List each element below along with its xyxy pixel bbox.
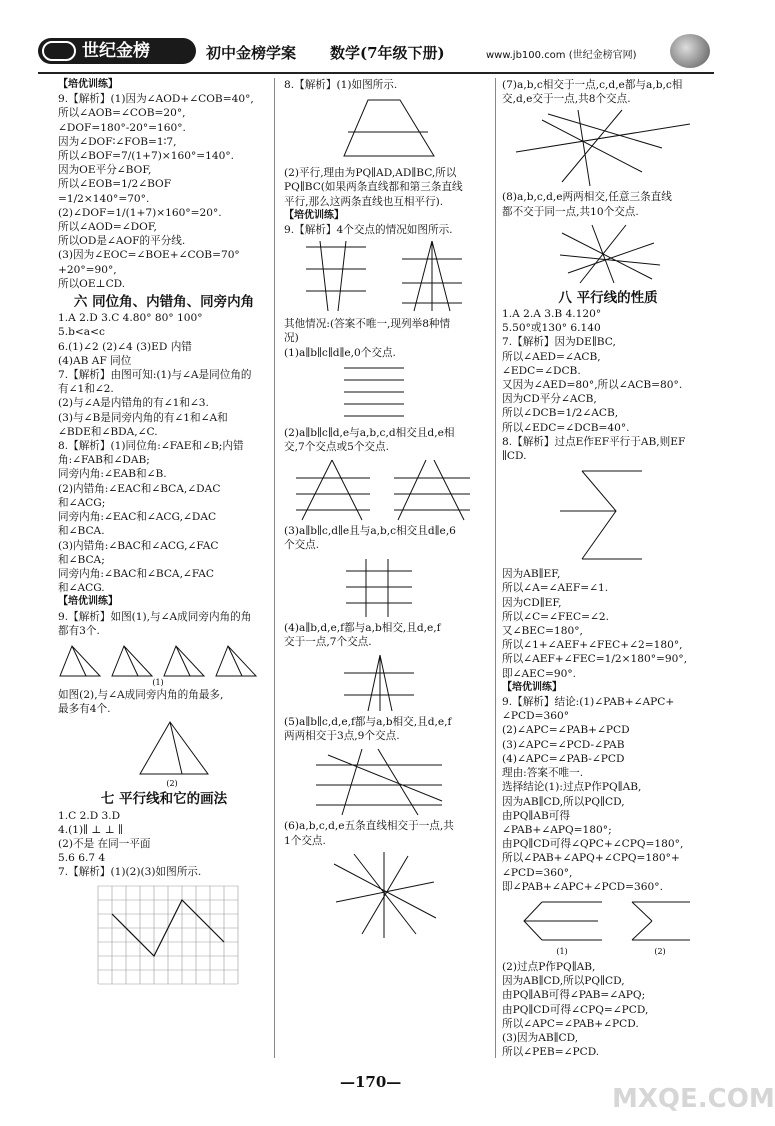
text-line: (4)a∥b,d,e,f都与a,b相交,且d,e,f <box>284 621 441 634</box>
header-rule <box>38 72 714 74</box>
figure-case-2 <box>284 456 484 522</box>
text-line: 所以∠EOB=1/2∠BOF <box>58 178 172 191</box>
text-line: 如图(2),与∠A成同旁内角的角最多, <box>58 688 224 701</box>
text-line: 况) <box>284 332 299 345</box>
figure-parallel-lines <box>284 362 484 424</box>
text-line: 【培优训练】 <box>58 596 118 608</box>
text-line: ∠BDE和∠BDA,∠C. <box>58 425 158 438</box>
figure-four-intersections <box>284 239 484 315</box>
text-line: 6.(1)∠2 (2)∠4 (3)ED 内错 <box>58 340 192 353</box>
text-line: ∠EDC=∠DCB. <box>502 364 581 377</box>
text-line: (2)a∥b∥c∥d,e与a,b,c,d相交且d,e相 <box>284 426 455 439</box>
figure-case-4 <box>284 651 484 713</box>
text-line: (1)a∥b∥c∥d∥e,0个交点. <box>284 346 396 359</box>
text-line: 所以OE⊥CD. <box>58 277 126 290</box>
text-line: (3)因为∠EOC=∠BOE+∠COB=70° <box>58 249 240 262</box>
brand-logo: 世纪金榜 <box>38 38 196 64</box>
answer-column-1 <box>58 78 270 988</box>
text-line: 8.【解析】过点E作EF平行于AB,则EF <box>502 435 686 448</box>
text-line: 所以∠1+∠AEF+∠FEC+∠2=180°, <box>502 639 683 652</box>
text-line: 其他情况:(答案不唯一,现列举8种情 <box>284 318 451 331</box>
text-line: 5.50°或130° 6.140 <box>502 322 601 335</box>
text-line: 和∠BCA. <box>58 525 105 538</box>
text-line: 1个交点. <box>284 834 326 847</box>
text-line: =1/2×140°=70°. <box>58 192 150 205</box>
text-line: 和∠ACG. <box>58 582 105 595</box>
text-line: 理由:答案不唯一. <box>502 767 584 780</box>
text-line: 同旁内角:∠BAC和∠BCA,∠FAC <box>58 567 214 580</box>
figure-triangles-1 <box>58 640 263 686</box>
text-line: 9.【解析】4个交点的情况如图所示. <box>284 224 453 237</box>
text-line: 7.【解析】由图可知:(1)与∠A是同位角的 <box>58 369 252 382</box>
text-line: 5.6 6.7 4 <box>58 852 106 865</box>
text-line: +20°=90°, <box>58 263 117 276</box>
text-line: 交,7个交点或5个交点. <box>284 441 389 454</box>
text-line: 又因为∠AED=80°,所以∠ACB=80°. <box>502 379 683 392</box>
text-line: 因为AB∥CD,所以PQ∥CD, <box>502 975 625 988</box>
text-line: 因为CD平分∠ACB, <box>502 393 597 406</box>
text-line: (4)∠APC=∠PAB-∠PCD <box>502 752 625 765</box>
text-line: (7)a,b,c相交于一点,c,d,e都与a,b,c相 <box>502 79 683 91</box>
text-line: (6)a,b,c,d,e五条直线相交于一点,共 <box>284 820 454 833</box>
text-line: 由PQ∥CD可得∠QPC+∠CPQ=180°, <box>502 838 684 851</box>
column-divider <box>495 78 496 1058</box>
text-line: 因为∠DOF∶∠FOB=1∶7, <box>58 135 177 148</box>
text-line: 8.【解析】(1)如图所示. <box>284 79 398 91</box>
text-line: 都有3个. <box>58 624 100 637</box>
text-line: 所以∠AOD=∠DOF, <box>58 221 157 234</box>
text-line: (2)∠DOF=1/(1+7)×160°=20°. <box>58 206 222 219</box>
text-line: 即∠PAB+∠APC+∠PCD=360°. <box>502 880 663 893</box>
text-line: 因为OE平分∠BOF, <box>58 164 152 177</box>
text-line: 因为AB∥EF, <box>502 568 561 581</box>
text-line: 1.C 2.D 3.D <box>58 809 121 822</box>
text-line: 个交点. <box>284 539 320 552</box>
text-line: (2)不是 在同一平面 <box>58 837 151 850</box>
figure-five-lines-one-point <box>284 850 484 940</box>
text-line: 交于一点,7个交点. <box>284 635 372 648</box>
text-line: 所以∠DCB=1/2∠ACB, <box>502 407 619 420</box>
text-line: (3)与∠B是同旁内角的有∠1和∠A和 <box>58 411 228 424</box>
text-line: 所以∠PAB+∠APQ+∠CPQ=180°+ <box>502 852 680 865</box>
logo-badge-icon <box>42 41 76 61</box>
text-line: 选择结论(1):过点P作PQ∥AB, <box>502 781 642 794</box>
text-line: 8.【解析】(1)同位角:∠FAE和∠B;内错 <box>58 440 244 453</box>
text-line: 【培优训练】 <box>502 681 562 693</box>
text-line: 由PQ∥CD可得∠CPQ=∠PCD, <box>502 1003 649 1016</box>
website-url: www.jb100.com (世纪金榜官网) <box>486 50 637 61</box>
text-line: ∠DOF=180°-20°=160°. <box>58 121 186 134</box>
figure-caption: (2) <box>654 946 666 956</box>
section-title: 七 平行线和它的画法 <box>100 791 228 808</box>
figure-caption: (1) <box>556 946 568 956</box>
text-line: 两两相交于3点,9个交点. <box>284 730 400 743</box>
figure-parallel-angle <box>502 465 707 565</box>
text-line: 又∠BEC=180°, <box>502 625 583 638</box>
text-line: 1.A 2.D 3.C 4.80° 80° 100° <box>58 312 203 325</box>
text-line: 和∠ACG; <box>58 496 106 509</box>
text-line: 由PQ∥AB可得 <box>502 809 570 822</box>
text-line: 交,d,e交于一点,共8个交点. <box>502 93 631 106</box>
figure-case-5 <box>284 745 484 817</box>
answer-column-3 <box>502 78 714 1059</box>
text-line: 由PQ∥AB可得∠PAB=∠APQ; <box>502 989 646 1002</box>
text-line: 所以∠PEB=∠PCD. <box>502 1046 600 1059</box>
text-line: 所以∠EDC=∠DCB=40°. <box>502 421 630 434</box>
text-line: 有∠1和∠2. <box>58 383 114 396</box>
text-line: 因为CD∥EF, <box>502 596 562 609</box>
text-line: (3)∠APC=∠PCD-∠PAB <box>502 738 625 751</box>
text-line: 同旁内角:∠EAC和∠ACG,∠DAC <box>58 511 217 524</box>
text-line: 1.A 2.A 3.B 4.120° <box>502 308 602 321</box>
text-line: 所以OD是∠AOF的平分线. <box>58 235 186 248</box>
book-title: 初中金榜学案 <box>206 44 297 62</box>
text-line: ∥CD. <box>502 450 527 463</box>
figure-caption: (1) <box>152 677 164 687</box>
subject-title: 数学(7年级下册) <box>330 44 445 62</box>
text-line: ∠PCD=360° <box>502 710 569 723</box>
text-line: 所以∠AOB=∠COB=20°, <box>58 107 186 120</box>
figure-caption: (2) <box>166 779 178 789</box>
text-line: 【培优训练】 <box>284 209 344 221</box>
text-line: 9.【解析】(1)因为∠AOD+∠COB=40°, <box>58 93 254 106</box>
text-line: (8)a,b,c,d,e两两相交,任意三条直线 <box>502 191 672 204</box>
text-line: (4)AB AF 同位 <box>58 354 132 367</box>
text-line: 所以∠AED=∠ACB, <box>502 350 601 363</box>
text-line: 7.【解析】(1)(2)(3)如图所示. <box>58 866 202 879</box>
text-line: (2)过点P作PQ∥AB, <box>502 960 596 973</box>
text-line: 都不交于同一点,共10个交点. <box>502 205 639 218</box>
text-line: (5)a∥b∥c,d,e,f都与a,b相交,且d,e,f <box>284 716 452 729</box>
text-line: PQ∥BC(如果两条直线都和第三条直线 <box>284 181 463 194</box>
text-line: (3)因为AB∥CD, <box>502 1031 579 1044</box>
figure-triangle-2 <box>58 718 263 788</box>
figure-case-7 <box>502 108 707 188</box>
text-line: (3)a∥b∥c,d∥e且与a,b,c相交且d∥e,6 <box>284 525 456 538</box>
text-line: 同旁内角:∠EAB和∠B. <box>58 468 167 481</box>
figure-case-3 <box>284 555 484 619</box>
text-line: 5.b<a<c <box>58 326 105 339</box>
text-line: ∠PCD=360°, <box>502 866 573 879</box>
text-line: 所以∠AEF+∠FEC=1/2×180°=90°, <box>502 653 688 666</box>
column-divider <box>274 78 275 1058</box>
text-line: 因为AB∥CD,所以PQ∥CD, <box>502 795 625 808</box>
text-line: (2)平行,理由为PQ∥AD,AD∥BC,所以 <box>284 167 457 180</box>
figure-parallel-pq <box>502 896 707 958</box>
figure-grid-drawing <box>58 882 263 986</box>
text-line: (3)内错角:∠BAC和∠ACG,∠FAC <box>58 539 219 552</box>
text-line: 即∠AEC=90°. <box>502 667 576 680</box>
text-line: 和∠BCA; <box>58 553 105 566</box>
globe-icon <box>670 34 710 68</box>
section-title: 六 同位角、内错角、同旁内角 <box>73 294 255 311</box>
text-line: 【培优训练】 <box>58 79 118 90</box>
text-line: 所以∠A=∠AEF=∠1. <box>502 582 609 595</box>
text-line: 9.【解析】结论:(1)∠PAB+∠APC+ <box>502 696 675 709</box>
page-number: —170— <box>340 1073 402 1091</box>
text-line: 所以∠C=∠FEC=∠2. <box>502 610 609 623</box>
text-line: (2)∠APC=∠PAB+∠PCD <box>502 724 630 737</box>
page-header <box>38 34 714 68</box>
figure-case-8 <box>502 221 707 287</box>
section-title: 八 平行线的性质 <box>558 289 658 306</box>
text-line: 4.(1)∥ ⊥ ⊥ ∥ <box>58 823 123 836</box>
text-line: 9.【解析】如图(1),与∠A成同旁内角的角 <box>58 610 252 623</box>
text-line: 角:∠FAB和∠DAB; <box>58 454 150 467</box>
text-line: ∠PAB+∠APQ=180°; <box>502 823 612 836</box>
figure-trapezoid <box>284 94 484 164</box>
text-line: 7.【解析】因为DE∥BC, <box>502 336 616 349</box>
watermark: MXQE.COM <box>612 1084 775 1114</box>
text-line: 平行,那么这两条直线也互相平行). <box>284 195 444 208</box>
answer-column-2 <box>284 78 489 942</box>
text-line: 最多有4个. <box>58 703 111 716</box>
text-line: (2)与∠A是内错角的有∠1和∠3. <box>58 397 209 410</box>
text-line: 所以∠APC=∠PAB+∠PCD. <box>502 1017 639 1030</box>
text-line: (2)内错角:∠EAC和∠BCA,∠DAC <box>58 482 221 495</box>
text-line: 所以∠BOF=7/(1+7)×160°=140°. <box>58 150 235 163</box>
